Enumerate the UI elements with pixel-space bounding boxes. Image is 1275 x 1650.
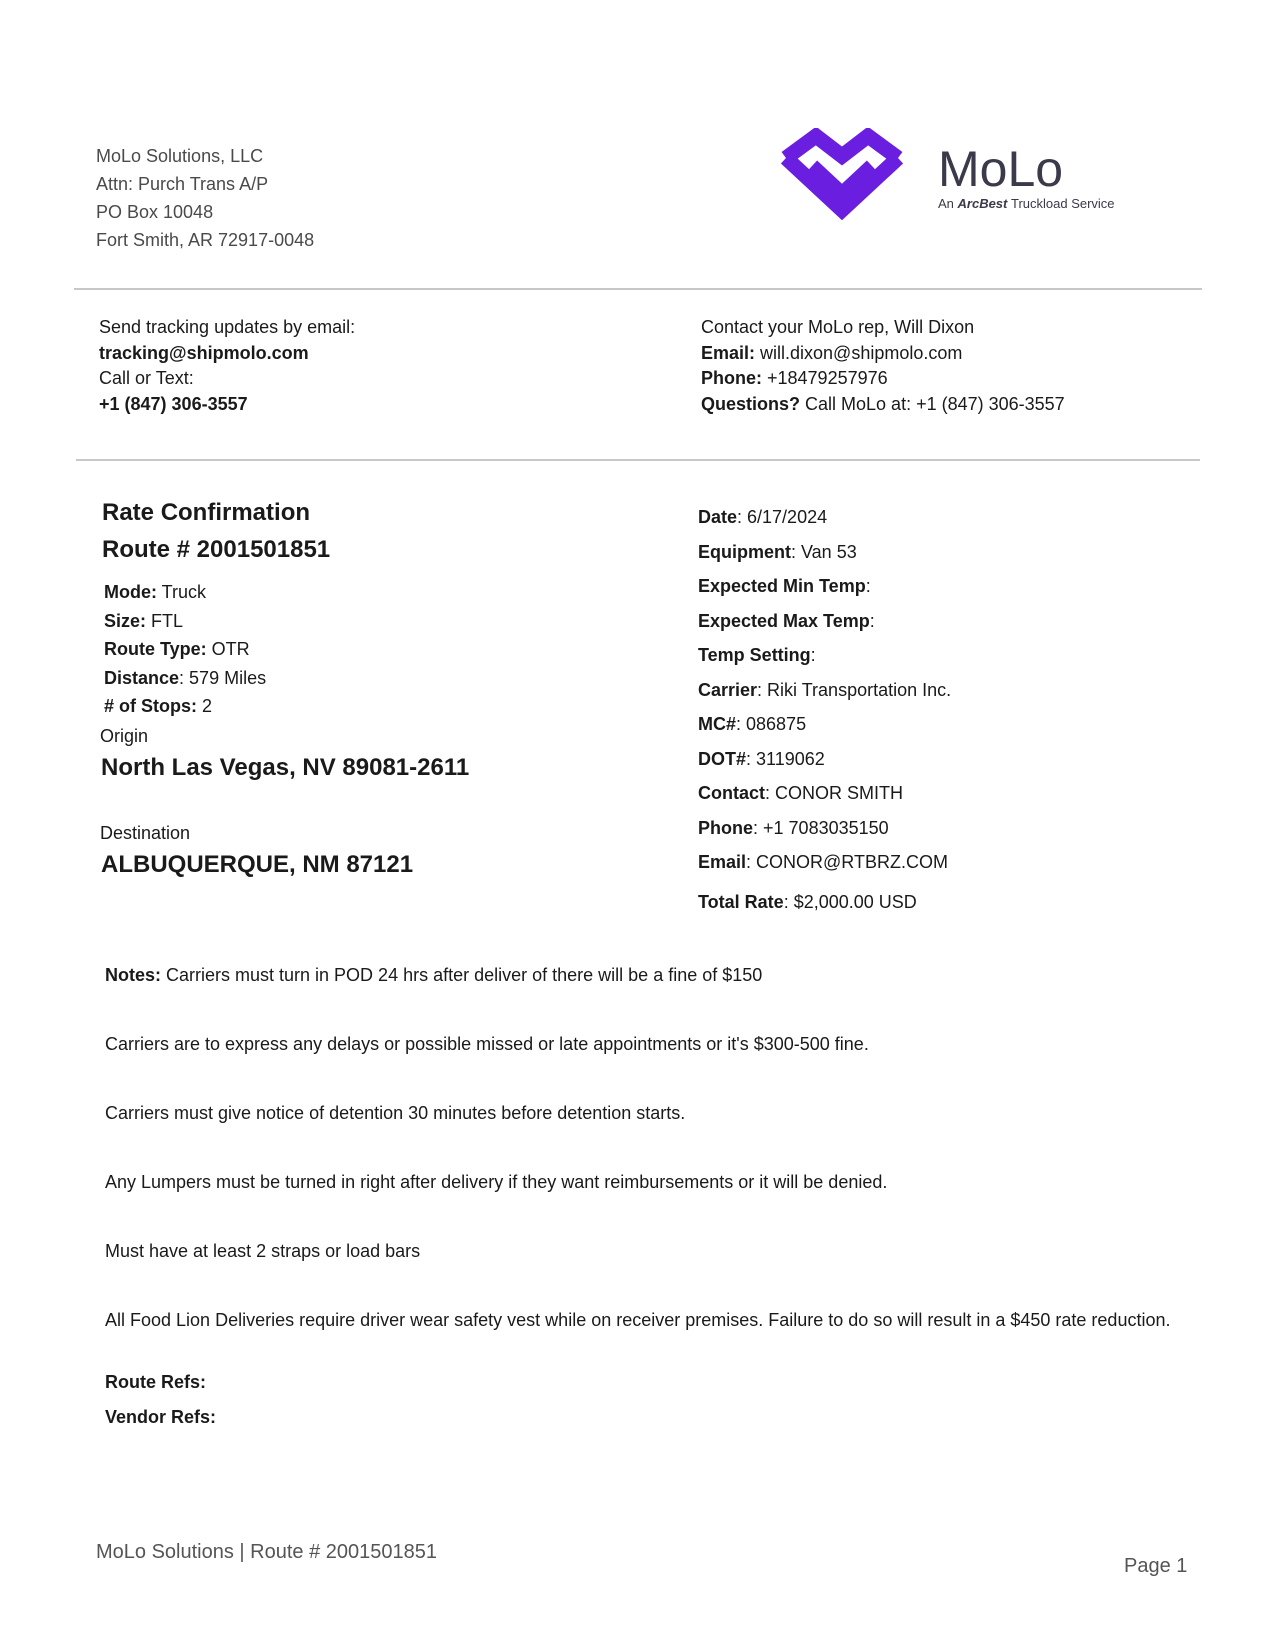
- rep-intro: Contact your MoLo rep, Will Dixon: [701, 317, 975, 337]
- notes-label: Notes:: [105, 965, 162, 985]
- stops-label: # of Stops:: [104, 696, 197, 716]
- route-type-row: [104, 635, 266, 664]
- carrier-value: : Riki Transportation Inc.: [757, 679, 952, 700]
- footer-route: MoLo Solutions | Route # 2001501851: [96, 1541, 438, 1563]
- mc-label: MC#: [698, 714, 737, 734]
- route-type-label: Route Type:: [104, 639, 207, 659]
- header-divider: [74, 288, 1202, 290]
- note-item: Any Lumpers must be turned in right after delivery if they want reimbursements or it will be denied.: [105, 1172, 888, 1192]
- rep-questions-text: Call MoLo at: +1 (847) 306-3557: [800, 393, 1065, 414]
- rep-phone[interactable]: +18479257976: [762, 368, 888, 388]
- address-line: MoLo Solutions, LLC: [96, 146, 264, 166]
- contact-value: : CONOR SMITH: [765, 783, 903, 803]
- route-type-value: OTR: [206, 639, 250, 659]
- size-value: FTL: [146, 610, 184, 631]
- rep-email[interactable]: will.dixon@shipmolo.com: [755, 342, 963, 363]
- dot-label: DOT#: [698, 748, 747, 769]
- tracking-phone[interactable]: +1 (847) 306-3557: [99, 393, 248, 414]
- total-rate-value: : $2,000.00 USD: [783, 892, 917, 912]
- page-title: Rate Confirmation: [102, 499, 311, 526]
- carrier-label: Carrier: [698, 679, 758, 700]
- size-row: [104, 607, 266, 636]
- vendor-refs-label: Vendor Refs:: [105, 1406, 217, 1427]
- carrier-phone-value[interactable]: : +1 7083035150: [753, 817, 889, 838]
- distance-row: [104, 664, 266, 693]
- max-temp-label: Expected Max Temp: [698, 610, 870, 631]
- load-details: [698, 500, 951, 880]
- notes-section: [105, 964, 1180, 1331]
- note-item: [105, 964, 1180, 986]
- size-label: Size:: [104, 610, 147, 631]
- distance-value: : 579 Miles: [179, 667, 267, 688]
- min-temp-label: Expected Min Temp: [698, 576, 866, 596]
- min-temp-row: [698, 569, 951, 604]
- origin-label: Origin: [100, 726, 149, 746]
- rep-questions-row: [701, 392, 1065, 418]
- mode-row: [104, 578, 266, 607]
- carrier-phone-label: Phone: [698, 817, 754, 838]
- mc-row: [698, 707, 951, 742]
- stops-value: 2: [197, 696, 213, 716]
- tracking-info: [99, 315, 355, 417]
- tracking-call-label: Call or Text:: [99, 368, 194, 388]
- equipment-label: Equipment: [698, 541, 791, 562]
- carrier-email-row: [698, 845, 951, 880]
- rep-contact: [701, 315, 1065, 417]
- route-refs-label: Route Refs:: [105, 1372, 207, 1392]
- tracking-email[interactable]: tracking@shipmolo.com: [99, 342, 309, 363]
- carrier-phone-row: [698, 811, 951, 846]
- mode-value: Truck: [157, 582, 207, 602]
- mode-label: Mode:: [104, 582, 157, 602]
- logo-wordmark: MoLo: [938, 141, 1064, 197]
- date-label: Date: [698, 507, 738, 527]
- min-temp-value: :: [865, 576, 871, 596]
- origin-value: North Las Vegas, NV 89081-2611: [101, 754, 470, 781]
- mc-value: : 086875: [736, 714, 807, 734]
- dot-row: [698, 742, 951, 777]
- max-temp-row: [698, 604, 951, 639]
- tagline-prefix: An: [938, 196, 958, 211]
- temp-setting-value: :: [810, 645, 816, 665]
- molo-logo: [778, 128, 1158, 228]
- address-line: Fort Smith, AR 72917-0048: [96, 230, 315, 250]
- tagline-brand: ArcBest: [957, 196, 1011, 211]
- section-divider: [76, 459, 1200, 461]
- note-item: All Food Lion Deliveries require driver wear safety vest while on receiver premises. Failure to do so will result in a $450 rate reduction.: [105, 1310, 1171, 1330]
- destination-label: Destination: [100, 823, 191, 843]
- date-value: : 6/17/2024: [737, 507, 828, 527]
- note-item: Carriers must give notice of detention 30 minutes before detention starts.: [105, 1103, 686, 1123]
- temp-setting-label: Temp Setting: [698, 645, 811, 665]
- destination-value: ALBUQUERQUE, NM 87121: [101, 851, 414, 878]
- route-number: Route # 2001501851: [102, 536, 331, 563]
- stops-row: [104, 692, 266, 721]
- carrier-email-value[interactable]: : CONOR@RTBRZ.COM: [746, 852, 948, 872]
- note-text: Carriers must turn in POD 24 hrs after deliver of there will be a fine of $150: [161, 965, 763, 985]
- rep-phone-label: Phone:: [701, 368, 762, 388]
- equipment-row: [698, 535, 951, 570]
- sender-address: [96, 142, 314, 254]
- note-item: Must have at least 2 straps or load bars: [105, 1241, 421, 1261]
- refs-section: [105, 1365, 216, 1434]
- address-line: Attn: Purch Trans A/P: [96, 174, 269, 194]
- tagline-suffix: Truckload Service: [1010, 196, 1115, 211]
- address-line: PO Box 10048: [96, 202, 214, 222]
- rep-phone-row: [701, 366, 1065, 392]
- molo-mark-icon: [786, 136, 898, 210]
- page-number: Page 1: [1124, 1555, 1188, 1577]
- max-temp-value: :: [869, 610, 875, 631]
- distance-label: Distance: [104, 667, 180, 688]
- note-item: Carriers are to express any delays or possible missed or late appointments or it's $300-500 fine.: [105, 1034, 869, 1054]
- tracking-intro: Send tracking updates by email:: [99, 317, 356, 337]
- total-rate-row: [698, 892, 917, 913]
- date-row: [698, 500, 951, 535]
- carrier-row: [698, 673, 951, 708]
- rep-questions-label: Questions?: [701, 393, 801, 414]
- rep-email-row: [701, 341, 1065, 367]
- contact-label: Contact: [698, 783, 765, 803]
- rep-email-label: Email:: [701, 342, 756, 363]
- dot-value: : 3119062: [746, 748, 825, 769]
- carrier-email-label: Email: [698, 852, 747, 872]
- total-rate-label: Total Rate: [698, 892, 784, 912]
- equipment-value: : Van 53: [791, 541, 857, 562]
- route-meta: [104, 578, 266, 721]
- temp-setting-row: [698, 638, 951, 673]
- contact-row: [698, 776, 951, 811]
- logo-tagline: [938, 196, 1115, 211]
